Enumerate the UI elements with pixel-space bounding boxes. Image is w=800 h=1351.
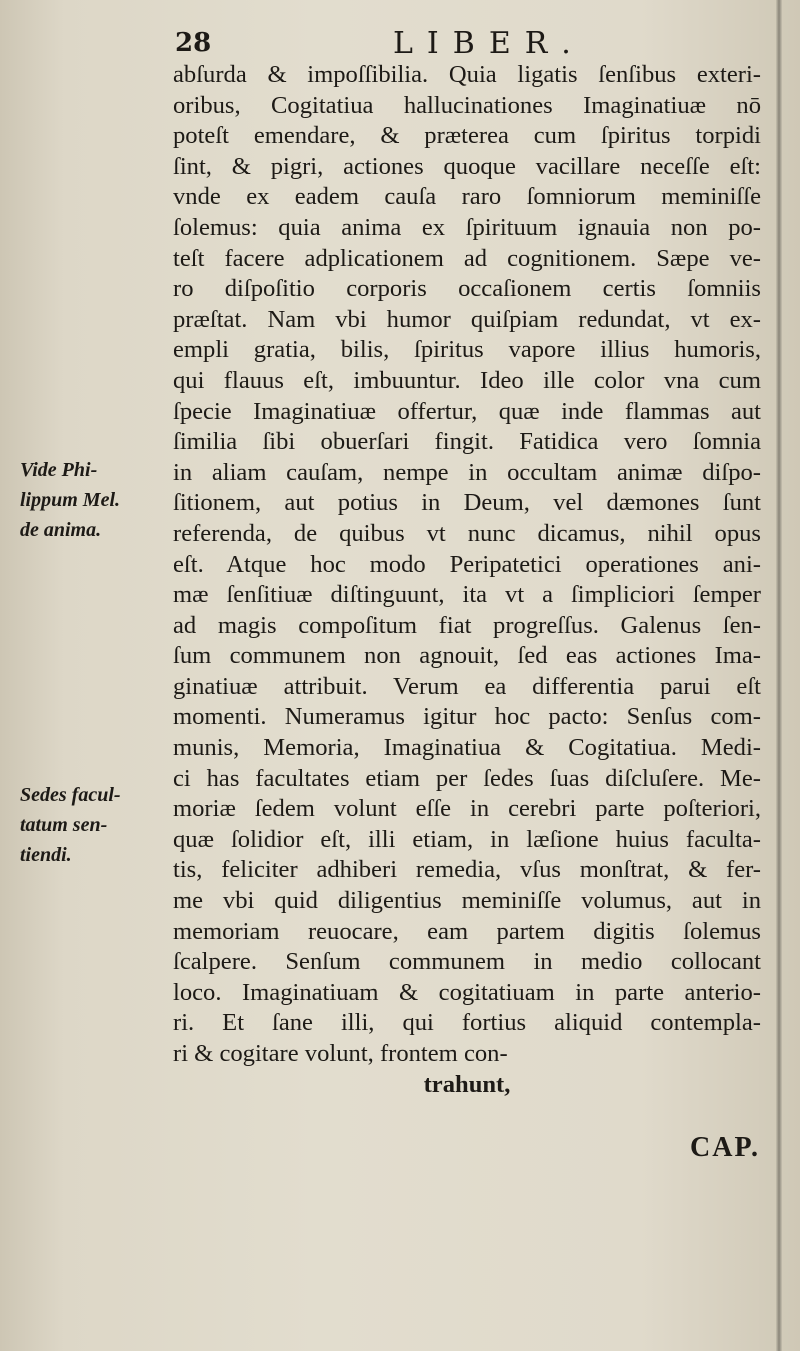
main-text-block	[173, 60, 761, 1100]
text-line: ſitionem, aut potius in Deum, vel dæmones ſunt	[173, 489, 761, 517]
text-line: in aliam cauſam, nempe in occultam animæ diſpo-	[173, 458, 761, 486]
text-line: munis, Memoria, Imaginatiua & Cogitatiua. Medi-	[173, 734, 761, 762]
margin-note-line: tiendi.	[20, 844, 72, 866]
text-line: ſpecie Imaginatiuæ offertur, quæ inde flammas aut	[173, 397, 761, 425]
text-line: trahunt,	[423, 1070, 511, 1098]
text-line: abſurda & impoſſibilia. Quia ligatis ſenſibus exteri-	[173, 61, 761, 88]
text-line: ginatiuæ attribuit. Verum ea differentia parui eſt	[173, 672, 761, 700]
text-line: mæ ſenſitiuæ diſtinguunt, ita vt a ſimpliciori ſemper	[173, 581, 761, 609]
text-line: moriæ ſedem volunt eſſe in cerebri parte poſteriori,	[173, 795, 761, 823]
margin-note-line: Vide Phi-	[20, 459, 98, 481]
text-line: poteſt emendare, & præterea cum ſpiritus torpidi	[173, 122, 761, 150]
text-line: præſtat. Nam vbi humor quiſpiam redundat, vt ex-	[173, 305, 761, 333]
text-line: ſolemus: quia anima ex ſpirituum ignauia non po-	[173, 213, 761, 241]
text-line: teſt facere adplicationem ad cognitionem. Sæpe ve-	[173, 244, 761, 272]
text-line: ro diſpoſitio corporis occaſionem certis ſomniis	[173, 275, 761, 303]
text-line: empli gratia, bilis, ſpiritus vapore illius humoris,	[173, 336, 761, 364]
text-line: qui flauus eſt, imbuuntur. Ideo ille color vna cum	[173, 366, 761, 394]
text-line: momenti. Numeramus igitur hoc pacto: Senſus com-	[173, 703, 761, 731]
margin-note-line: Sedes facul-	[20, 784, 121, 806]
page-number: 28	[175, 28, 212, 58]
text-line: ad magis compoſitum fiat progreſſus. Galenus ſen-	[173, 611, 761, 639]
text-line: ci has facultates etiam per ſedes ſuas diſcluſere. Me-	[173, 764, 761, 792]
text-line: memoriam reuocare, eam partem digitis ſolemus	[173, 917, 761, 945]
text-line: me vbi quid diligentius meminiſſe volumus, aut in	[173, 887, 761, 915]
page-binding-shadow	[776, 0, 782, 1351]
margin-note-sedes-facultatum	[20, 780, 170, 870]
text-line: ri. Et ſane illi, qui fortius aliquid contempla-	[173, 1009, 761, 1037]
margin-note-line: lippum Mel.	[20, 489, 121, 511]
text-line: ſcalpere. Senſum communem in medio collocant	[173, 948, 761, 976]
margin-note-vide-philippum	[20, 455, 170, 545]
text-line: eſt. Atque hoc modo Peripatetici operationes ani-	[173, 550, 761, 578]
text-line: ſint, & pigri, actiones quoque vacillare neceſſe eſt:	[173, 152, 761, 180]
running-title: LIBER.	[393, 26, 585, 61]
margin-note-line: de anima.	[20, 519, 102, 541]
text-line: tis, feliciter adhiberi remedia, vſus monſtrat, & fer-	[173, 856, 761, 884]
text-line: referenda, de quibus vt nunc dicamus, nihil opus	[173, 519, 761, 547]
text-line: loco. Imaginatiuam & cogitatiuam in parte anterio-	[173, 978, 761, 1006]
text-line: oribus, Cogitatiua hallucinationes Imaginatiuæ nō	[173, 91, 761, 119]
text-line: vnde ex eadem cauſa raro ſomniorum meminiſſe	[173, 183, 761, 211]
text-line: ſum communem non agnouit, ſed eas actiones Ima-	[173, 642, 761, 670]
catchword: CAP.	[690, 1132, 760, 1163]
margin-note-line: tatum sen-	[20, 814, 108, 836]
text-line: quæ ſolidior eſt, illi etiam, in læſione huius faculta-	[173, 825, 761, 853]
page-header	[175, 22, 735, 62]
text-line: ſimilia ſibi obuerſari fingit. Fatidica vero ſomnia	[173, 428, 761, 456]
text-line: ri & cogitare volunt, frontem con-	[173, 1040, 508, 1067]
